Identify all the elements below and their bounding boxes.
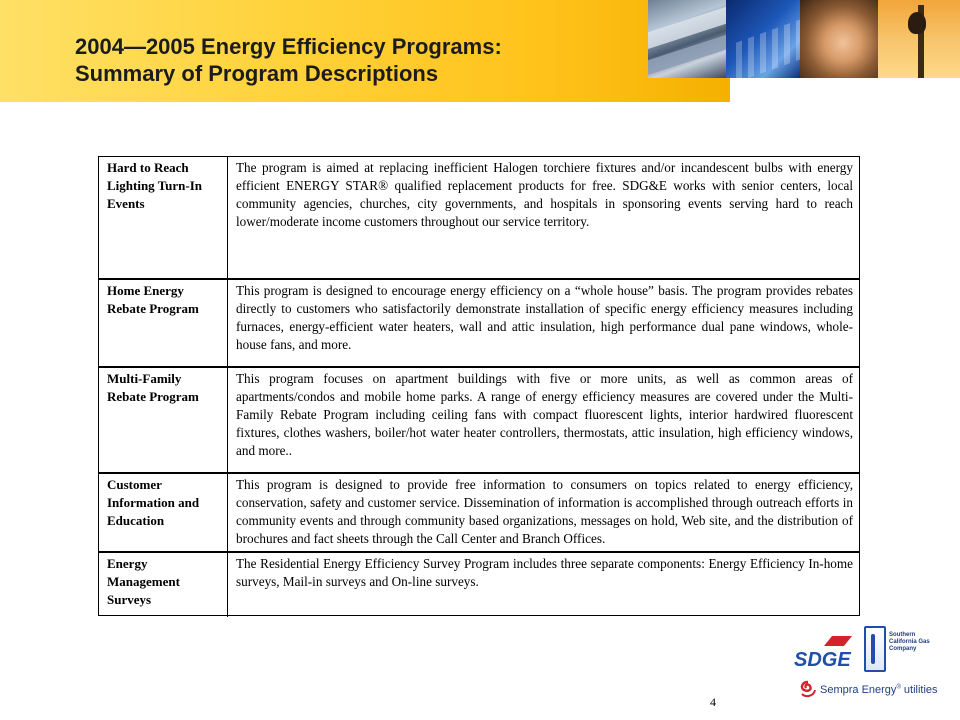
sempra-suffix: utilities	[903, 684, 938, 696]
table-row	[99, 473, 859, 552]
program-description: This program focuses on apartment buildings with five or more units, as well as common areas of apartments/condos and mobile home parks. A range of energy efficiency measures are covered under the Multi-Family Rebate Program including ceiling fans with compact fluorescent lights, interior hardwired fluorescent fixtures, clothes washers, boiler/hot water heater controllers, thermostats, attic insulation, high efficiency windows, and more..	[228, 367, 860, 473]
flame-icon	[864, 626, 886, 672]
sempra-logo	[798, 678, 938, 702]
program-name: Multi-Family Rebate Program	[99, 367, 228, 473]
title-line-2: Summary of Program Descriptions	[75, 61, 439, 86]
sdge-logo-text: SDGE	[794, 649, 851, 670]
table-row	[99, 367, 859, 473]
page-number: 4	[710, 695, 716, 709]
table-row	[99, 279, 859, 367]
program-description: This program is designed to encourage energy efficiency on a “whole house” basis. The program provides rebates directly to customers who satisfactorily demonstrate installation of specific energy efficiency measures including furnaces, energy-efficient water heaters, wall and attic insulation, high performance dual pane windows, whole-house fans, and more.	[228, 279, 860, 367]
program-description: The program is aimed at replacing inefficient Halogen torchiere fixtures and/or incandescent bulbs with energy efficient ENERGY STAR® qualified replacement products for free. SDG&E works with senior centers, local community agencies, churches, city governments, and hospitals in sponsoring events serving hard to reach lower/moderate income customers throughout our service territory.	[236, 160, 853, 229]
socalgas-logo-text: Southern California Gas Company	[889, 632, 930, 652]
keyboard-photo	[726, 0, 800, 78]
lineworker-photo	[878, 0, 960, 78]
program-name: Energy Management Surveys	[99, 552, 228, 617]
table-row	[99, 552, 859, 617]
program-table	[99, 157, 859, 617]
program-description: This program is designed to provide free information to consumers on topics related to energy efficiency, conservation, safety and customer service. Dissemination of information is accomplished through outreach efforts in community events and through community based organizations, messages on hold, Web site, and the distribution of brochures and fact sheets through the Call Center and Branch Offices.	[228, 473, 860, 552]
program-name: Customer Information and Education	[99, 473, 228, 552]
page-title	[75, 33, 502, 87]
program-table-container	[98, 156, 860, 616]
woman-photo	[800, 0, 878, 78]
sempra-logo-text: Sempra Energy® utilities	[820, 684, 938, 696]
program-description: The Residential Energy Efficiency Survey Program includes three separate components: Energy Efficiency In-home surveys, Mail-in surveys and On-line surveys.	[228, 552, 860, 617]
sempra-name: Sempra Energy	[820, 684, 897, 696]
program-name: Home Energy Rebate Program	[99, 279, 228, 367]
socalgas-logo	[864, 626, 936, 674]
table-row	[99, 157, 859, 279]
pipes-photo	[648, 0, 726, 78]
sempra-swirl-icon	[798, 680, 818, 700]
sdge-logo	[792, 636, 852, 670]
title-line-1: 2004—2005 Energy Efficiency Programs:	[75, 34, 502, 59]
program-name: Hard to Reach Lighting Turn-In Events	[99, 157, 228, 279]
